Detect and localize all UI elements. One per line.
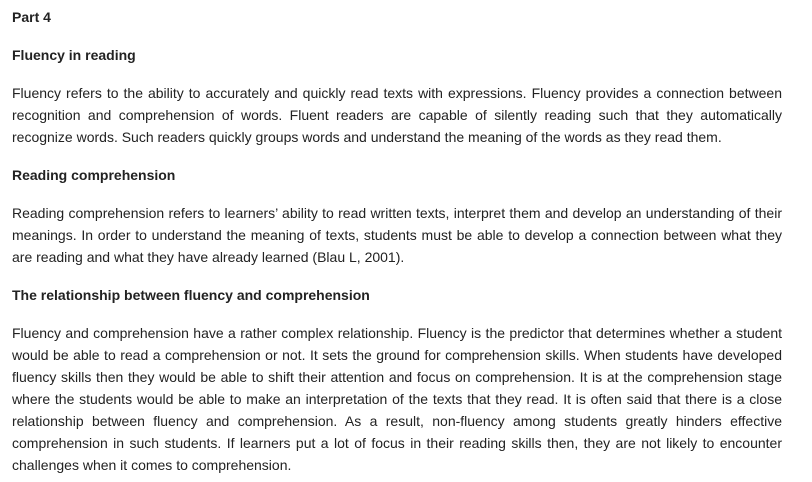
section-body-comprehension: Reading comprehension refers to learners’ ability to read written texts, interpret them and develop an understanding of their meanings. In order to understand the meaning of texts, students must be able to develop a connection between what they are reading and what they have already learned (Blau L, 2001). — [12, 205, 782, 265]
section-body-relationship: Fluency and comprehension have a rather complex relationship. Fluency is the predictor that determines whether a student would be able to read a comprehension or not. It sets the ground for comprehension skills. When students have developed fluency skills then they would be able to shift their attention and focus on comprehension. It is at the comprehension stage where the students would be able to make an interpretation of the texts that they read. It is often said that there is a close relationship between fluency and comprehension. As a result, non-fluency among students greatly hinders effective comprehension in such students. If learners put a lot of focus in their reading skills then, they are not likely to encounter challenges when it comes to comprehension. — [12, 325, 782, 473]
section-heading-comprehension: Reading comprehension — [12, 167, 176, 183]
section-heading-relationship: The relationship between fluency and comprehension — [12, 287, 370, 303]
part-label: Part 4 — [12, 9, 51, 25]
section-body-fluency: Fluency refers to the ability to accurately and quickly read texts with expressions. Fluency provides a connection between recognition and comprehension of words. Fluent readers are capable of silently reading such that they automatically recognize words. Such readers quickly groups words and understand the meaning of the words as they read them. — [12, 85, 782, 145]
section-heading-fluency: Fluency in reading — [12, 47, 136, 63]
